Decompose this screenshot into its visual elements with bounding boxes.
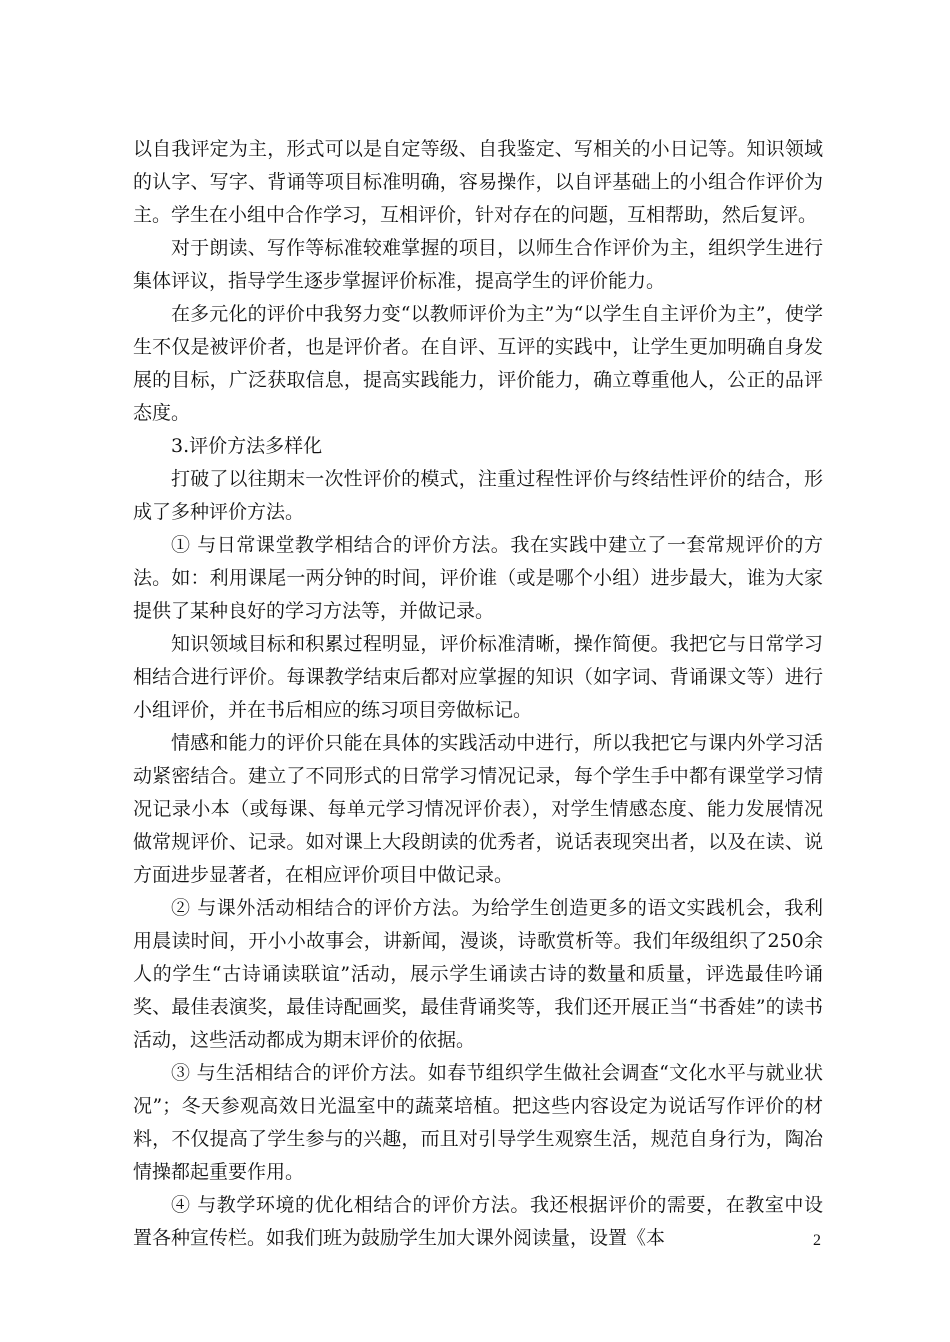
body-text xyxy=(133,133,823,1255)
paragraph: 打破了以往期末一次性评价的模式，注重过程性评价与终结性评价的结合，形成了多种评价方法。 xyxy=(133,468,823,523)
paragraph: 在多元化的评价中我努力变“以教师评价为主”为“以学生自主评价为主”，使学生不仅是被评价者，也是评价者。在自评、互评的实践中，让学生更加明确自身发展的目标，广泛获取信息，提高实践能力，评价能力，确立尊重他人，公正的品评态度。 xyxy=(133,303,823,424)
section-heading: 3.评价方法多样化 xyxy=(171,435,323,457)
paragraph: 知识领域目标和积累过程明显，评价标准清晰，操作简便。我把它与日常学习相结合进行评价。每课教学结束后都对应掌握的知识（如字词、背诵课文等）进行小组评价，并在书后相应的练习项目旁做标记。 xyxy=(133,633,823,721)
paragraph: ② 与课外活动相结合的评价方法。为给学生创造更多的语文实践机会，我利用晨读时间，开小小故事会，讲新闻，漫谈，诗歌赏析等。我们年级组织了250余人的学生“古诗诵读联谊”活动，展示学生诵读古诗的数量和质量，评选最佳吟诵奖、最佳表演奖，最佳诗配画奖，最佳背诵奖等，我们还开展正当“书香娃”的读书活动，这些活动都成为期末评价的依据。 xyxy=(133,897,823,1051)
paragraph: ③ 与生活相结合的评价方法。如春节组织学生做社会调查“文化水平与就业状况”；冬天参观高效日光温室中的蔬菜培植。把这些内容设定为说话写作评价的材料，不仅提高了学生参与的兴趣，而且对引导学生观察生活，规范自身行为，陶冶情操都起重要作用。 xyxy=(133,1062,823,1183)
paragraph: 对于朗读、写作等标准较难掌握的项目，以师生合作评价为主，组织学生进行集体评议，指导学生逐步掌握评价标准，提高学生的评价能力。 xyxy=(133,237,823,292)
paragraph: 情感和能力的评价只能在具体的实践活动中进行，所以我把它与课内外学习活动紧密结合。建立了不同形式的日常学习情况记录，每个学生手中都有课堂学习情况记录小本（或每课、每单元学习情况评价表），对学生情感态度、能力发展情况做常规评价、记录。如对课上大段朗读的优秀者，说话表现突出者，以及在读、说方面进步显著者，在相应评价项目中做记录。 xyxy=(133,732,823,886)
paragraph: ① 与日常课堂教学相结合的评价方法。我在实践中建立了一套常规评价的方法。如：利用课尾一两分钟的时间，评价谁（或是哪个小组）进步最大，谁为大家提供了某种良好的学习方法等，并做记录。 xyxy=(133,534,823,622)
page-number: 2 xyxy=(813,1232,821,1249)
paragraph: 以自我评定为主，形式可以是自定等级、自我鉴定、写相关的小日记等。知识领域的认字、写字、背诵等项目标准明确，容易操作，以自评基础上的小组合作评价为主。学生在小组中合作学习，互相评价，针对存在的问题，互相帮助，然后复评。 xyxy=(133,138,823,226)
paragraph: ④ 与教学环境的优化相结合的评价方法。我还根据评价的需要，在教室中设置各种宣传栏。如我们班为鼓励学生加大课外阅读量，设置《本 xyxy=(133,1194,823,1249)
